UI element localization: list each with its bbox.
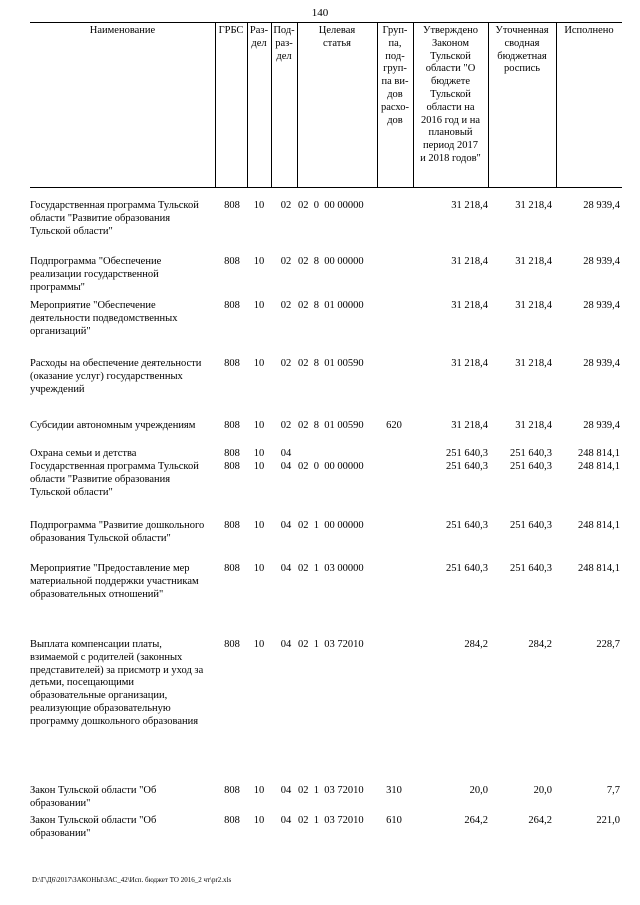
cell-podrazdel: 02 xyxy=(280,420,292,431)
cell-cs: 02 0 00 00000 xyxy=(298,461,364,472)
cell-v3: 28 939,4 xyxy=(583,256,620,267)
cell-razdel: 10 xyxy=(253,256,265,267)
cell-v1: 31 218,4 xyxy=(451,420,488,431)
cell-grbs: 808 xyxy=(224,563,240,574)
cell-v3: 228,7 xyxy=(596,639,620,650)
cell-v3: 28 939,4 xyxy=(583,358,620,369)
cell-razdel: 10 xyxy=(253,639,265,650)
cell-cs: 02 8 01 00000 xyxy=(298,300,364,311)
header-grbs: ГРБС xyxy=(218,25,244,36)
cell-grbs: 808 xyxy=(224,300,240,311)
cell-razdel: 10 xyxy=(253,358,265,369)
cell-podrazdel: 02 xyxy=(280,358,292,369)
cell-grbs: 808 xyxy=(224,200,240,211)
cell-v2: 251 640,3 xyxy=(510,461,552,472)
cell-name: Подпрограмма "Обеспечение реализации государственной программы" xyxy=(30,256,162,293)
cell-name: Государственная программа Тульской области "Развитие образования Тульской области" xyxy=(30,461,199,498)
cell-v1: 251 640,3 xyxy=(446,461,488,472)
cell-grp: 610 xyxy=(386,815,402,826)
cell-cs: 02 0 00 00000 xyxy=(298,200,364,211)
cell-cs: 02 1 03 00000 xyxy=(298,563,364,574)
cell-v2: 251 640,3 xyxy=(510,563,552,574)
cell-v1: 251 640,3 xyxy=(446,520,488,531)
cell-cs: 02 1 03 72010 xyxy=(298,785,364,796)
page-number: 140 xyxy=(311,7,329,19)
cell-v2: 264,2 xyxy=(528,815,552,826)
cell-v2: 284,2 xyxy=(528,639,552,650)
cell-v3: 7,7 xyxy=(606,785,620,796)
cell-name: Закон Тульской области "Об образовании" xyxy=(30,815,157,839)
header-razdel: Раз- дел xyxy=(249,25,269,49)
cell-name: Государственная программа Тульской области "Развитие образования Тульской области" xyxy=(30,200,199,237)
cell-podrazdel: 04 xyxy=(280,639,292,650)
cell-grp: 620 xyxy=(386,420,402,431)
cell-v1: 31 218,4 xyxy=(451,200,488,211)
cell-podrazdel: 04 xyxy=(280,520,292,531)
cell-v2: 31 218,4 xyxy=(515,420,552,431)
cell-razdel: 10 xyxy=(253,815,265,826)
header-celevaya: Целевая статья xyxy=(318,25,356,49)
cell-name: Субсидии автономным учреждениям xyxy=(30,420,196,431)
cell-podrazdel: 04 xyxy=(280,785,292,796)
cell-cs: 02 8 01 00590 xyxy=(298,420,364,431)
cell-v1: 284,2 xyxy=(464,639,488,650)
cell-razdel: 10 xyxy=(253,520,265,531)
cell-cs: 02 8 01 00590 xyxy=(298,358,364,369)
cell-grbs: 808 xyxy=(224,448,240,459)
cell-name: Расходы на обеспечение деятельности (оказание услуг) государственных учреждений xyxy=(30,358,202,395)
cell-podrazdel: 04 xyxy=(280,448,292,459)
cell-podrazdel: 04 xyxy=(280,815,292,826)
cell-name: Закон Тульской области "Об образовании" xyxy=(30,785,157,809)
cell-cs: 02 1 03 72010 xyxy=(298,815,364,826)
cell-name: Выплата компенсации платы, взимаемой с родителей (законных представителей) за присмотр и уход за детьми, посещающими образовательные организации, реализующие образовательную программу дошкольного образования xyxy=(30,639,204,727)
cell-name: Мероприятие "Обеспечение деятельности подведомственных организаций" xyxy=(30,300,178,337)
cell-v1: 31 218,4 xyxy=(451,256,488,267)
cell-cs: 02 8 00 00000 xyxy=(298,256,364,267)
cell-v2: 20,0 xyxy=(533,785,552,796)
cell-v3: 28 939,4 xyxy=(583,300,620,311)
cell-v1: 20,0 xyxy=(469,785,488,796)
header-utochnennaya: Уточненная сводная бюджетная роспись xyxy=(495,25,549,75)
cell-grbs: 808 xyxy=(224,256,240,267)
cell-razdel: 10 xyxy=(253,420,265,431)
cell-podrazdel: 04 xyxy=(280,461,292,472)
cell-v3: 28 939,4 xyxy=(583,200,620,211)
cell-razdel: 10 xyxy=(253,300,265,311)
cell-name: Охрана семьи и детства xyxy=(30,448,137,459)
table-header xyxy=(30,22,622,188)
cell-grbs: 808 xyxy=(224,815,240,826)
cell-v1: 264,2 xyxy=(464,815,488,826)
file-path-footer: D:\Г\Д6\2017\ЗАКОНЫ\ЗАС_42\Исп. бюджет ТО 2016_2 чт\pr2.xls xyxy=(32,876,232,884)
cell-grbs: 808 xyxy=(224,420,240,431)
cell-grp: 310 xyxy=(386,785,402,796)
header-utverzhdeno: Утверждено Законом Тульской области "О бюджете Тульской области на 2016 год и на плановый период 2017 и 2018 годов" xyxy=(420,25,481,164)
cell-razdel: 10 xyxy=(253,563,265,574)
cell-grbs: 808 xyxy=(224,461,240,472)
cell-podrazdel: 02 xyxy=(280,300,292,311)
cell-podrazdel: 02 xyxy=(280,200,292,211)
cell-v2: 31 218,4 xyxy=(515,300,552,311)
cell-razdel: 10 xyxy=(253,461,265,472)
header-ispolneno: Исполнено xyxy=(564,25,614,36)
cell-v3: 248 814,1 xyxy=(578,563,620,574)
cell-v3: 248 814,1 xyxy=(578,448,620,459)
cell-v2: 31 218,4 xyxy=(515,358,552,369)
cell-podrazdel: 02 xyxy=(280,256,292,267)
cell-v1: 251 640,3 xyxy=(446,563,488,574)
cell-v2: 251 640,3 xyxy=(510,520,552,531)
header-podrazdel: Под- раз- дел xyxy=(273,25,295,62)
cell-v1: 251 640,3 xyxy=(446,448,488,459)
cell-name: Мероприятие "Предоставление мер материальной поддержки участникам образовательных отношений" xyxy=(30,563,199,600)
cell-v2: 251 640,3 xyxy=(510,448,552,459)
cell-cs: 02 1 03 72010 xyxy=(298,639,364,650)
cell-razdel: 10 xyxy=(253,448,265,459)
cell-v3: 28 939,4 xyxy=(583,420,620,431)
cell-podrazdel: 04 xyxy=(280,563,292,574)
cell-name: Подпрограмма "Развитие дошкольного образования Тульской области" xyxy=(30,520,205,544)
cell-grbs: 808 xyxy=(224,639,240,650)
cell-grbs: 808 xyxy=(224,358,240,369)
header-gruppa: Груп- па, под- груп- па ви- дов расхо- дов xyxy=(380,25,410,126)
cell-v2: 31 218,4 xyxy=(515,256,552,267)
cell-v3: 248 814,1 xyxy=(578,461,620,472)
cell-grbs: 808 xyxy=(224,520,240,531)
cell-v3: 221,0 xyxy=(596,815,620,826)
cell-v1: 31 218,4 xyxy=(451,358,488,369)
cell-v2: 31 218,4 xyxy=(515,200,552,211)
cell-cs: 02 1 00 00000 xyxy=(298,520,364,531)
cell-v1: 31 218,4 xyxy=(451,300,488,311)
cell-razdel: 10 xyxy=(253,785,265,796)
header-name: Наименование xyxy=(89,25,156,36)
cell-razdel: 10 xyxy=(253,200,265,211)
cell-v3: 248 814,1 xyxy=(578,520,620,531)
cell-grbs: 808 xyxy=(224,785,240,796)
